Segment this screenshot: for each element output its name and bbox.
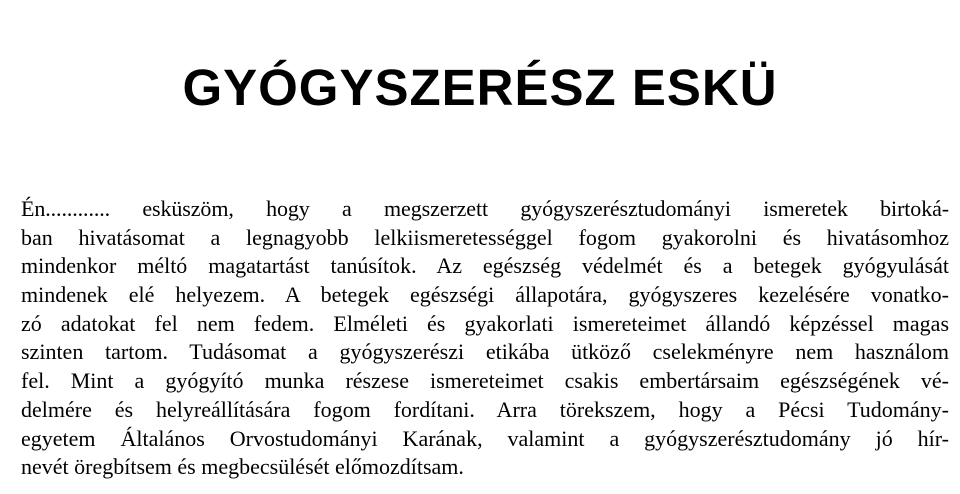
oath-line: fel. Mint a gyógyító munka részese ismereteimet csakis embertársaim egészségének vé-: [21, 368, 949, 394]
oath-line: Én............ esküszöm, hogy a megszerzett gyógyszerésztudományi ismeretek birtoká-: [21, 196, 949, 221]
oath-line: ban hivatásomat a legnagyobb lelkiismeretességgel fogom gyakorolni és hivatásomhoz: [21, 224, 949, 250]
oath-line: szinten tartom. Tudásomat a gyógyszerészi etikába ütköző cselekményre nem használom: [21, 339, 949, 365]
oath-line: nevét öregbítsem és megbecsülését előmozdítsam.: [21, 454, 464, 480]
oath-line: mindenkor méltó magatartást tanúsítok. Az egészség védelmét és a betegek gyógyulását: [21, 253, 949, 279]
oath-line: egyetem Általános Orvostudományi Karának, valamint a gyógyszerésztudomány jó hír-: [21, 425, 949, 451]
oath-line: zó adatokat fel nem fedem. Elméleti és gyakorlati ismereteimet állandó képzéssel magas: [21, 310, 949, 336]
oath-line: mindenek elé helyezem. A betegek egészségi állapotára, gyógyszeres kezelésére vonatko-: [21, 282, 949, 308]
oath-paragraph: [21, 195, 949, 482]
oath-line: delmére és helyreállítására fogom fordítani. Arra törekszem, hogy a Pécsi Tudomány-: [21, 396, 949, 422]
document-title: GYÓGYSZERÉSZ ESKÜ: [182, 59, 778, 117]
